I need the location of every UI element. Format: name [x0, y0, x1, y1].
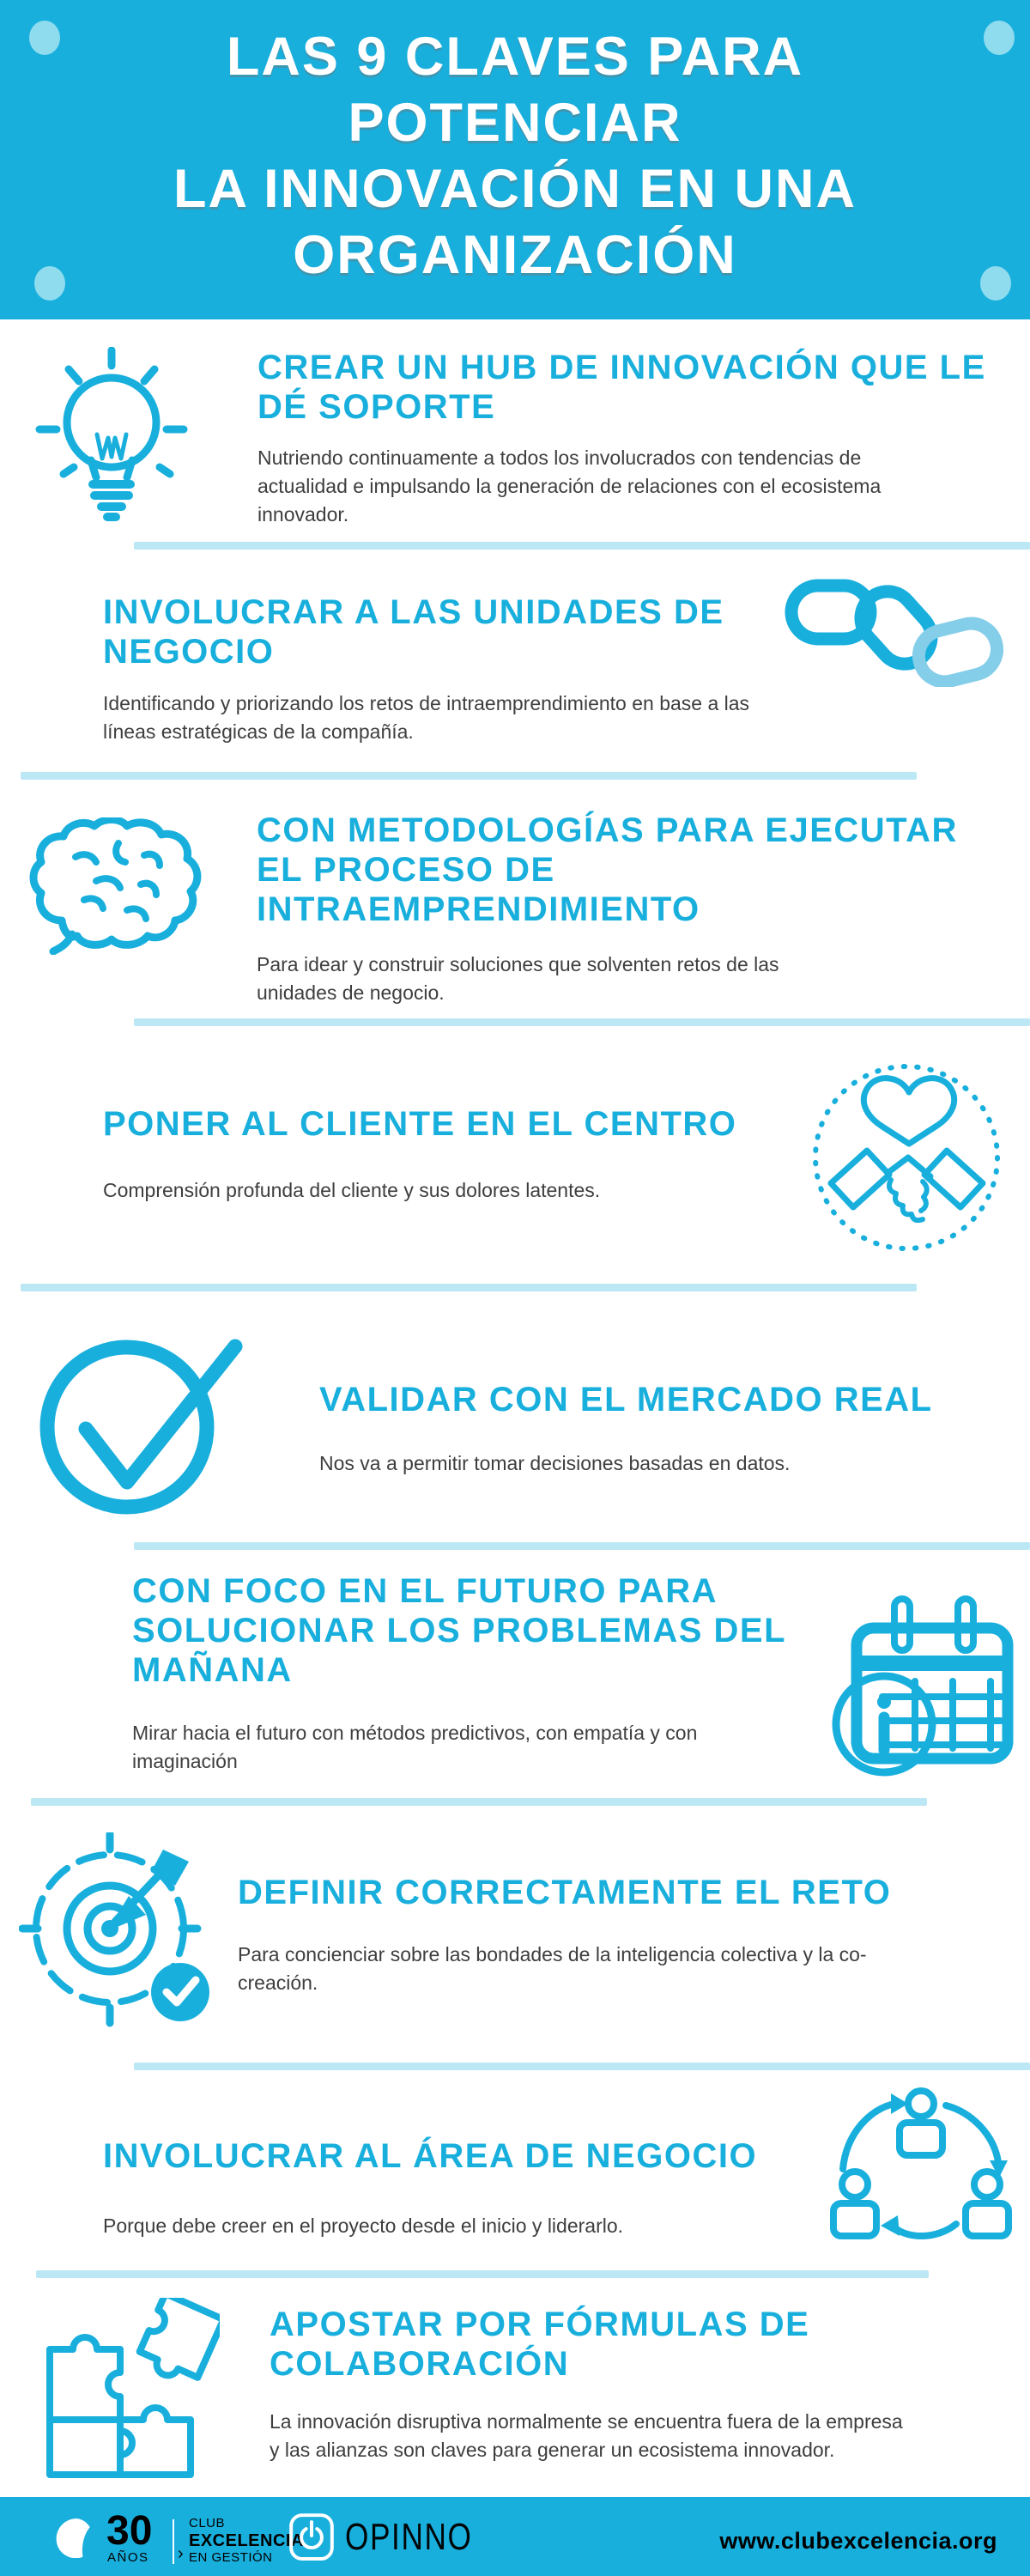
section-divider: [134, 1018, 1030, 1026]
section-description: [132, 1719, 697, 1776]
section-description: [270, 2408, 903, 2464]
puzzle-icon: [29, 2298, 220, 2480]
section-description: [258, 444, 881, 529]
section-description: [238, 1941, 867, 1997]
page-title-line: POTENCIAR: [348, 93, 682, 153]
heart-handshake-icon: [802, 1056, 1012, 1254]
lightbulb-icon: [34, 347, 189, 529]
page-title-line: LA INNOVACIÓN EN UNA: [173, 159, 857, 219]
section-desc-line: Identificando y priorizando los retos de intraemprendimiento en base a las: [103, 692, 750, 714]
section-title-line: DEFINIR CORRECTAMENTE EL RETO: [238, 1874, 892, 1911]
club-line: EN GESTIÓN: [189, 2550, 273, 2565]
section-desc-line: Nutriendo continuamente a todos los involucrados con tendencias de: [258, 447, 862, 469]
section-title: [103, 592, 724, 671]
opinno-logo: [288, 2512, 505, 2562]
section-desc-line: unidades de negocio.: [257, 981, 445, 1004]
section-divider: [134, 1542, 1030, 1550]
section-desc-line: Comprensión profunda del cliente y sus dolores latentes.: [103, 1179, 601, 1201]
club-line: CLUB: [189, 2516, 226, 2530]
section-title-line: NEGOCIO: [103, 633, 275, 671]
section-desc-line: líneas estratégicas de la compañía.: [103, 720, 414, 743]
power-icon: [288, 2512, 335, 2562]
section-title-line: DÉ SOPORTE: [258, 388, 496, 426]
section-description: [103, 690, 749, 746]
section-title-line: CON METODOLOGÍAS PARA EJECUTAR: [257, 811, 958, 849]
section-title: [319, 1380, 933, 1419]
section-desc-line: y las alianzas son claves para generar un ecosistema innovador.: [270, 2439, 835, 2461]
section-desc-line: Para concienciar sobre las bondades de la inteligencia colectiva y la co-: [238, 1943, 867, 1965]
section-title-line: CON FOCO EN EL FUTURO PARA: [132, 1572, 718, 1610]
section-desc-line: Nos va a permitir tomar decisiones basadas en datos.: [319, 1452, 791, 1474]
section-title-line: PONER AL CLIENTE EN EL CENTRO: [103, 1105, 737, 1143]
section-title: [258, 348, 986, 427]
calendar-info-icon: [831, 1592, 1016, 1777]
section-title-line: VALIDAR CON EL MERCADO REAL: [319, 1381, 933, 1419]
section-divider: [134, 542, 1030, 550]
chain-links-icon: [783, 574, 1004, 687]
section-desc-line: actualidad e impulsando la generación de relaciones con el ecosistema: [258, 475, 882, 497]
section-divider: [21, 772, 917, 780]
club-line: EXCELENCIA: [189, 2531, 304, 2550]
section-title-line: COLABORACIÓN: [270, 2345, 570, 2383]
section-desc-line: innovador.: [258, 503, 349, 526]
section-desc-line: La innovación disruptiva normalmente se encuentra fuera de la empresa: [270, 2410, 903, 2433]
page-title-line: LAS 9 CLAVES PARA: [226, 27, 804, 87]
section-divider: [134, 2063, 1030, 2070]
header-banner: [0, 0, 1030, 319]
website-link[interactable]: www.clubexcelencia.org: [719, 2528, 997, 2554]
section-description: [319, 1449, 790, 1478]
target-dart-icon: [19, 1832, 218, 2028]
section-title: [257, 811, 958, 929]
section-divider: [36, 2270, 929, 2278]
section-title: [103, 2136, 757, 2176]
section-desc-line: creación.: [238, 1971, 318, 1994]
page-title: [0, 24, 1030, 289]
club-30-number: 30: [106, 2508, 153, 2554]
club-anos-label: AÑOS: [107, 2550, 149, 2565]
section-title-line: CREAR UN HUB DE INNOVACIÓN QUE LE: [258, 349, 986, 386]
chevron-right-icon: ›: [178, 2544, 184, 2563]
club-excelencia-logo-icon: [53, 2516, 93, 2559]
brain-icon: [24, 817, 226, 955]
section-title-line: APOSTAR POR FÓRMULAS DE: [270, 2306, 810, 2343]
footer-logo-divider: [173, 2519, 174, 2564]
section-desc-line: Mirar hacia el futuro con métodos predictivos, con empatía y con: [132, 1722, 698, 1744]
page-title-line: ORGANIZACIÓN: [293, 225, 737, 285]
section-title: [132, 1571, 786, 1690]
section-title-line: SOLUCIONAR LOS PROBLEMAS DEL: [132, 1612, 787, 1649]
section-desc-line: Para idear y construir soluciones que solventen retos de las: [257, 953, 779, 975]
club-excelencia-wordmark: [189, 2516, 304, 2566]
section-divider: [21, 1284, 917, 1291]
section-title-line: EL PROCESO DE: [257, 851, 555, 889]
section-description: [257, 951, 779, 1007]
check-circle-icon: [38, 1333, 252, 1515]
section-desc-line: Porque debe creer en el proyecto desde el inicio y liderarlo.: [103, 2215, 624, 2237]
section-title-line: INVOLUCRAR A LAS UNIDADES DE: [103, 593, 724, 631]
section-description: [103, 1176, 600, 1205]
section-description: [103, 2212, 623, 2240]
section-title: [238, 1873, 891, 1912]
section-divider: [31, 1798, 927, 1806]
section-title-line: INTRAEMPRENDIMIENTO: [257, 890, 700, 928]
section-title-line: MAÑANA: [132, 1651, 293, 1689]
section-title: [270, 2305, 809, 2384]
opinno-wordmark: OPINNO: [345, 2516, 473, 2558]
section-title: [103, 1104, 736, 1144]
section-title-line: INVOLUCRAR AL ÁREA DE NEGOCIO: [103, 2137, 758, 2175]
people-cycle-icon: [821, 2081, 1020, 2269]
section-desc-line: imaginación: [132, 1750, 238, 1772]
